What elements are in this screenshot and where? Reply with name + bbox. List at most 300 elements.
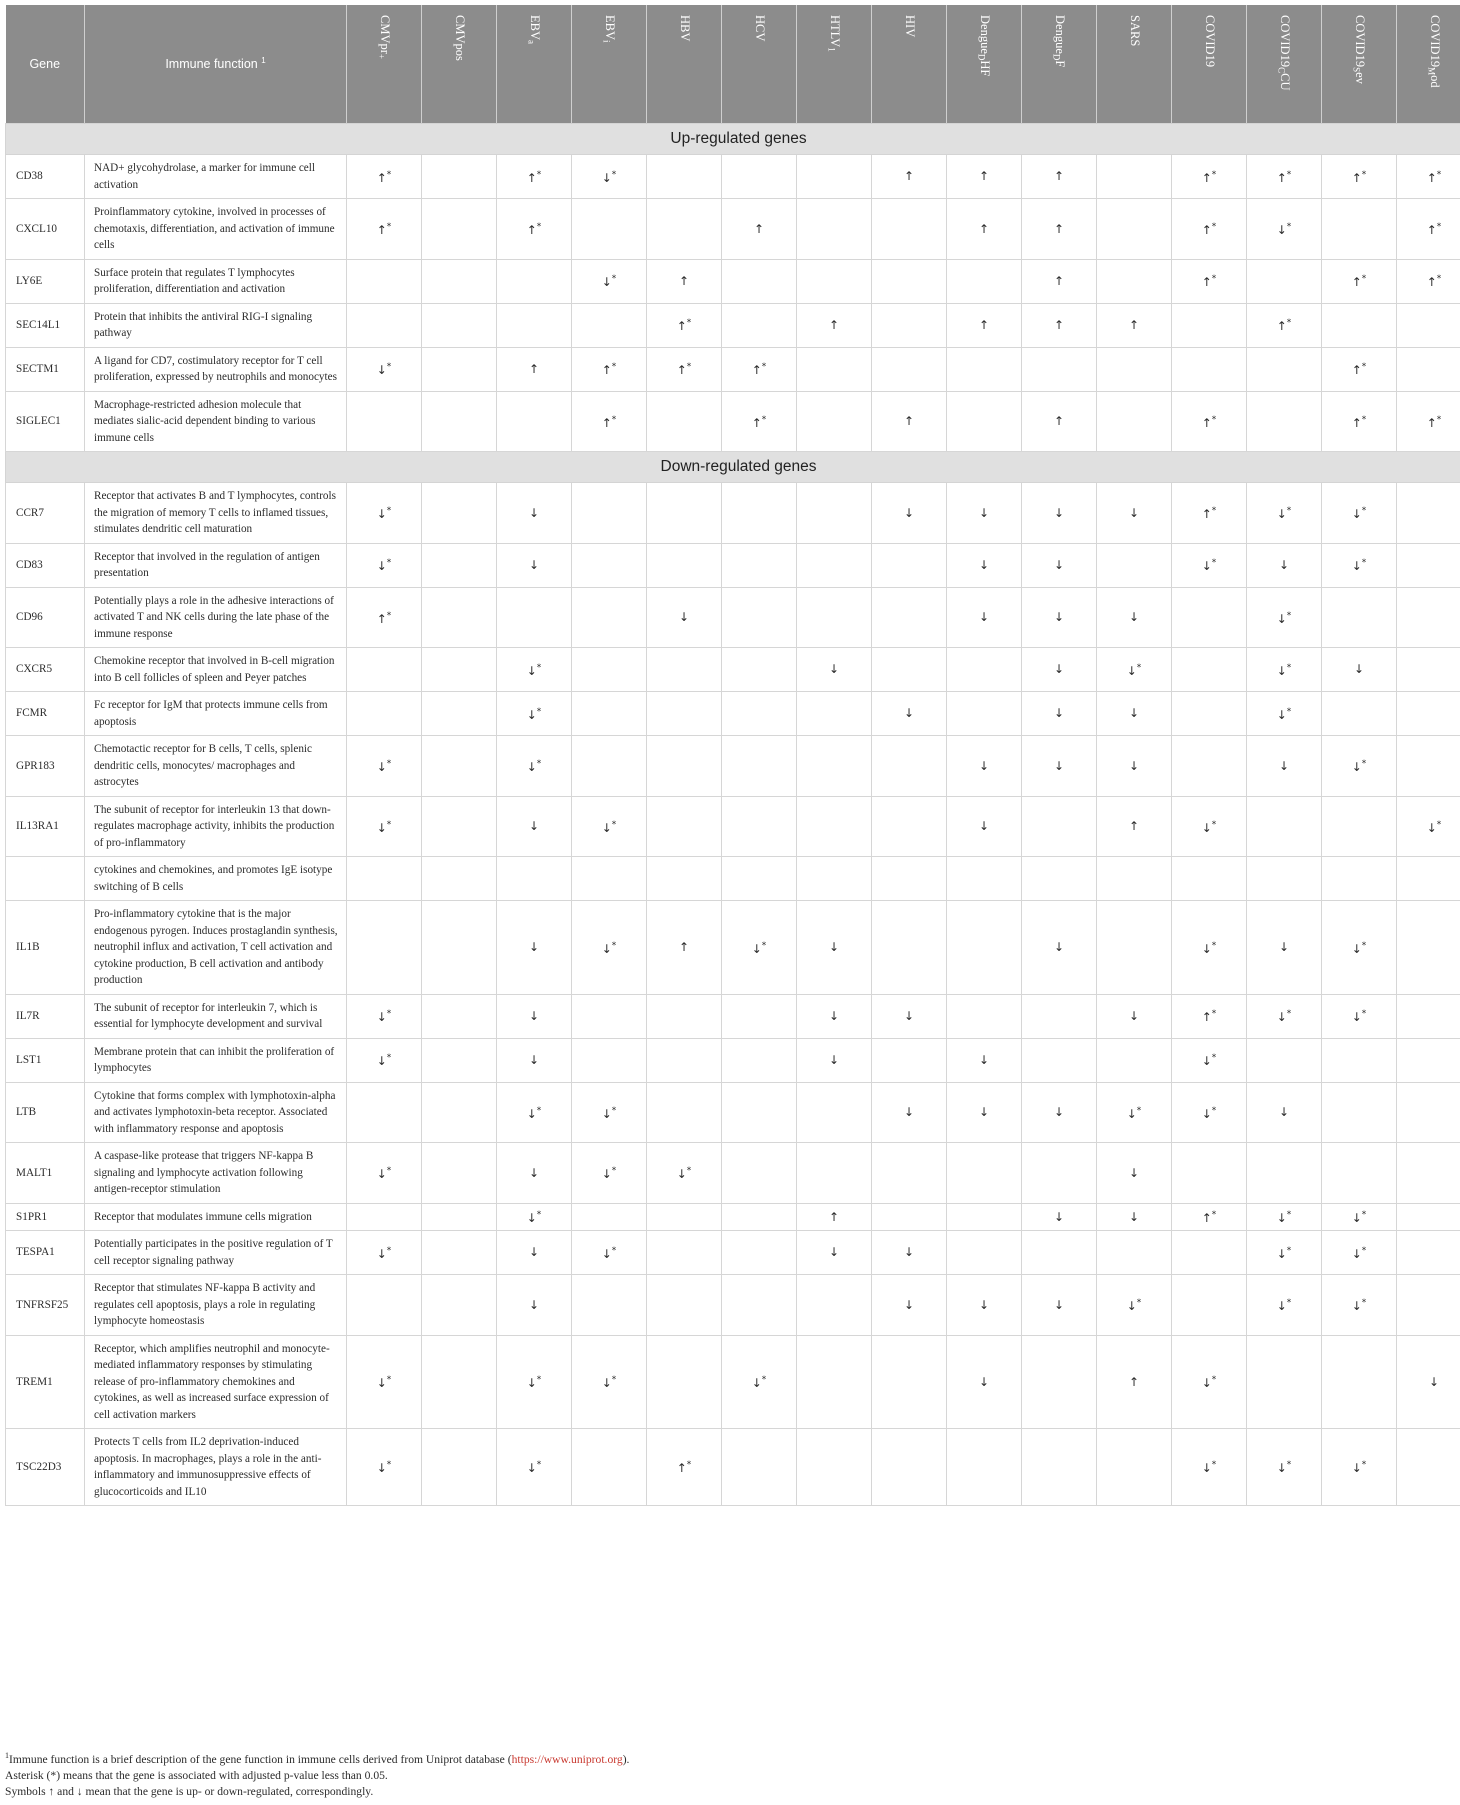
regulation-cell <box>872 736 947 797</box>
regulation-cell <box>1097 1038 1172 1082</box>
header-col-label <box>526 15 542 44</box>
regulation-cell <box>1397 994 1460 1038</box>
regulation-cell <box>722 1275 797 1336</box>
header-col-label <box>826 15 842 52</box>
table-row <box>6 1143 1460 1204</box>
regulation-cell: ↑* <box>722 391 797 452</box>
regulation-cell: ↑* <box>1172 994 1247 1038</box>
significance-asterisk: * <box>1361 558 1367 569</box>
regulation-cell: ↓ <box>497 796 572 857</box>
regulation-cell: ↓ <box>1097 587 1172 648</box>
regulation-cell <box>647 1275 722 1336</box>
regulation-cell <box>1097 857 1172 901</box>
regulation-cell <box>572 303 647 347</box>
significance-asterisk: * <box>1361 414 1367 425</box>
gene-cell: IL13RA1 <box>6 796 85 857</box>
regulation-cell <box>872 1203 947 1231</box>
regulation-cell <box>722 483 797 544</box>
regulation-cell <box>647 796 722 857</box>
regulation-cell <box>797 1082 872 1143</box>
regulation-cell <box>797 155 872 199</box>
significance-asterisk: * <box>1361 940 1367 951</box>
regulation-cell <box>947 1203 1022 1231</box>
regulation-cell: ↓* <box>347 1231 422 1275</box>
regulation-cell: ↓* <box>1247 648 1322 692</box>
regulation-cell: ↓ <box>1022 736 1097 797</box>
regulation-cell <box>797 1335 872 1429</box>
significance-asterisk: * <box>536 662 542 673</box>
significance-asterisk: * <box>1211 940 1217 951</box>
regulation-cell <box>497 587 572 648</box>
significance-asterisk: * <box>1136 1298 1142 1308</box>
regulation-cell: ↓ <box>947 1082 1022 1143</box>
regulation-cell <box>647 199 722 260</box>
regulation-cell <box>1172 692 1247 736</box>
significance-asterisk: * <box>386 1245 392 1256</box>
regulation-cell <box>947 391 1022 452</box>
function-cell: Protein that inhibits the antiviral RIG-I signaling pathway <box>85 303 347 347</box>
header-col-4 <box>647 5 722 124</box>
regulation-cell <box>797 483 872 544</box>
regulation-cell: ↓ <box>497 1231 572 1275</box>
uniprot-link[interactable]: https://www.uniprot.org <box>511 1752 623 1766</box>
regulation-cell: ↓* <box>1322 736 1397 797</box>
significance-asterisk: * <box>1436 222 1442 232</box>
regulation-cell: ↑ <box>647 901 722 995</box>
function-cell: Receptor that involved in the regulation of antigen presentation <box>85 543 347 587</box>
table-row <box>6 587 1460 648</box>
significance-asterisk: * <box>386 362 392 373</box>
header-col-14 <box>1397 5 1460 124</box>
regulation-cell <box>722 648 797 692</box>
significance-asterisk: * <box>1361 1298 1367 1308</box>
header-col-label <box>1126 15 1142 46</box>
table-header <box>6 5 1460 124</box>
table-row <box>6 1038 1460 1082</box>
regulation-cell <box>347 648 422 692</box>
regulation-cell: ↓* <box>1097 648 1172 692</box>
regulation-cell <box>1322 303 1397 347</box>
regulation-cell <box>947 259 1022 303</box>
function-cell: Potentially participates in the positive regulation of T cell receptor signaling pathway <box>85 1231 347 1275</box>
header-col-sub: a <box>526 40 537 44</box>
regulation-cell <box>1097 391 1172 452</box>
header-col-10 <box>1097 5 1172 124</box>
regulation-cell <box>1322 587 1397 648</box>
header-col-11 <box>1172 5 1247 124</box>
header-function-footnote: 1 <box>261 56 266 66</box>
function-cell: Fc receptor for IgM that protects immune cells from apoptosis <box>85 692 347 736</box>
header-col-label <box>1426 15 1442 88</box>
regulation-cell <box>497 857 572 901</box>
regulation-cell <box>722 155 797 199</box>
regulation-cell <box>872 199 947 260</box>
regulation-cell <box>647 1231 722 1275</box>
regulation-cell <box>1397 1038 1460 1082</box>
regulation-cell <box>1322 692 1397 736</box>
regulation-cell: ↓* <box>497 692 572 736</box>
regulation-cell <box>1397 1231 1460 1275</box>
table-container <box>5 5 1458 1506</box>
regulation-cell: ↓ <box>1022 483 1097 544</box>
regulation-cell <box>872 1335 947 1429</box>
regulation-cell: ↓* <box>722 901 797 995</box>
function-cell: Chemotactic receptor for B cells, T cells, splenic dendritic cells, monocytes/ macrophages and astrocytes <box>85 736 347 797</box>
regulation-cell <box>497 303 572 347</box>
header-col-sub: D <box>1051 53 1062 61</box>
table-row <box>6 155 1460 199</box>
header-col-main: COVID19 <box>1352 15 1367 68</box>
regulation-cell <box>797 543 872 587</box>
regulation-cell <box>1322 1082 1397 1143</box>
table-row <box>6 901 1460 995</box>
regulation-cell <box>647 155 722 199</box>
regulation-cell: ↓ <box>1247 901 1322 995</box>
regulation-cell: ↓* <box>722 1335 797 1429</box>
header-immune-function <box>85 5 347 124</box>
regulation-cell <box>1172 347 1247 391</box>
regulation-cell <box>722 587 797 648</box>
header-col-main: SARS <box>1127 15 1142 47</box>
header-col-tail: HF <box>977 60 992 77</box>
regulation-cell: ↓ <box>1247 736 1322 797</box>
regulation-cell: ↓* <box>1322 483 1397 544</box>
regulation-cell: ↑ <box>947 199 1022 260</box>
significance-asterisk: * <box>611 169 617 180</box>
regulation-cell: ↑ <box>1022 259 1097 303</box>
regulation-cell <box>722 1429 797 1506</box>
function-cell: A caspase-like protease that triggers NF-kappa B signaling and lymphocyte activation following antigen-receptor stimulation <box>85 1143 347 1204</box>
regulation-cell <box>572 199 647 260</box>
gene-cell <box>6 857 85 901</box>
regulation-cell <box>1097 259 1172 303</box>
regulation-cell <box>347 1203 422 1231</box>
significance-asterisk: * <box>1211 1210 1217 1220</box>
significance-asterisk: * <box>1211 558 1217 569</box>
header-col-main: HCV <box>752 15 767 42</box>
regulation-cell: ↓ <box>1397 1335 1460 1429</box>
regulation-cell <box>872 259 947 303</box>
regulation-cell: ↑ <box>797 303 872 347</box>
regulation-cell <box>947 347 1022 391</box>
regulation-cell <box>647 1082 722 1143</box>
gene-cell: GPR183 <box>6 736 85 797</box>
function-cell: Receptor that modulates immune cells migration <box>85 1203 347 1231</box>
regulation-cell: ↑ <box>872 391 947 452</box>
regulation-cell <box>1322 1038 1397 1082</box>
significance-asterisk: * <box>536 706 542 717</box>
gene-cell: TNFRSF25 <box>6 1275 85 1336</box>
footnote-1 <box>5 1748 1458 1768</box>
regulation-cell: ↑* <box>1322 259 1397 303</box>
gene-cell: LTB <box>6 1082 85 1143</box>
regulation-cell: ↓* <box>572 1335 647 1429</box>
significance-asterisk: * <box>386 1375 392 1385</box>
regulation-cell <box>647 692 722 736</box>
significance-asterisk: * <box>1211 274 1217 285</box>
header-col-label <box>451 15 467 61</box>
gene-cell: CD38 <box>6 155 85 199</box>
regulation-cell: ↑* <box>347 199 422 260</box>
regulation-cell <box>422 1335 497 1429</box>
regulation-cell: ↓ <box>1097 692 1172 736</box>
regulation-cell: ↓ <box>1097 483 1172 544</box>
regulation-cell <box>797 736 872 797</box>
regulation-cell <box>1397 347 1460 391</box>
regulation-cell <box>722 796 797 857</box>
significance-asterisk: * <box>1361 1245 1367 1256</box>
header-col-main: CMVpos <box>452 15 467 61</box>
regulation-cell <box>1397 857 1460 901</box>
regulation-cell <box>722 1082 797 1143</box>
regulation-cell <box>1397 543 1460 587</box>
regulation-cell <box>872 901 947 995</box>
regulation-cell <box>647 994 722 1038</box>
significance-asterisk: * <box>611 1375 617 1385</box>
regulation-cell: ↓ <box>497 901 572 995</box>
regulation-cell: ↑ <box>1022 391 1097 452</box>
regulation-cell <box>422 303 497 347</box>
regulation-cell: ↓* <box>1172 901 1247 995</box>
footnote-3: Symbols ↑ and ↓ mean that the gene is up- or down-regulated, correspondingly. <box>5 1784 374 1798</box>
table-row <box>6 1203 1460 1231</box>
regulation-cell <box>722 1231 797 1275</box>
significance-asterisk: * <box>611 819 617 830</box>
regulation-cell <box>947 901 1022 995</box>
table-row <box>6 259 1460 303</box>
regulation-cell: ↑* <box>1247 303 1322 347</box>
header-col-sub: 1 <box>826 47 837 52</box>
regulation-cell <box>497 259 572 303</box>
significance-asterisk: * <box>611 940 617 951</box>
regulation-cell: ↓* <box>1322 1203 1397 1231</box>
regulation-cell: ↑* <box>497 199 572 260</box>
regulation-cell <box>1097 543 1172 587</box>
header-function-label: Immune function <box>165 57 258 72</box>
regulation-cell <box>1097 155 1172 199</box>
regulation-cell: ↑ <box>722 199 797 260</box>
gene-cell: FCMR <box>6 692 85 736</box>
table-row <box>6 1275 1460 1336</box>
header-col-label <box>676 15 692 41</box>
gene-cell: CD96 <box>6 587 85 648</box>
regulation-cell: ↑* <box>1172 391 1247 452</box>
table-row <box>6 994 1460 1038</box>
regulation-cell <box>1247 1143 1322 1204</box>
significance-asterisk: * <box>386 759 392 769</box>
significance-asterisk: * <box>611 362 617 373</box>
regulation-cell <box>422 1275 497 1336</box>
function-cell: A ligand for CD7, costimulatory receptor for T cell proliferation, expressed by neutrophils and monocytes <box>85 347 347 391</box>
regulation-cell: ↓* <box>1247 994 1322 1038</box>
regulation-cell: ↓* <box>1172 1082 1247 1143</box>
regulation-cell: ↓* <box>497 1429 572 1506</box>
regulation-cell: ↓ <box>1022 648 1097 692</box>
regulation-cell <box>872 543 947 587</box>
regulation-cell: ↑* <box>1397 391 1460 452</box>
function-cell: Receptor that activates B and T lymphocytes, controls the migration of memory T cells to inflamed tissues, stimulates dendritic cell maturation <box>85 483 347 544</box>
table-row <box>6 199 1460 260</box>
regulation-cell <box>422 1429 497 1506</box>
regulation-cell: ↓ <box>872 1082 947 1143</box>
gene-cell: SECTM1 <box>6 347 85 391</box>
regulation-cell: ↓ <box>797 1038 872 1082</box>
table-body <box>6 124 1460 1506</box>
gene-cell: CD83 <box>6 543 85 587</box>
regulation-cell: ↓ <box>872 1275 947 1336</box>
regulation-cell: ↑ <box>1097 1335 1172 1429</box>
table-row <box>6 303 1460 347</box>
regulation-cell: ↑* <box>1322 155 1397 199</box>
regulation-cell: ↑* <box>1247 155 1322 199</box>
header-col-sub: + <box>376 53 387 59</box>
regulation-cell: ↓ <box>1022 543 1097 587</box>
regulation-cell <box>1397 303 1460 347</box>
regulation-cell: ↓ <box>947 1335 1022 1429</box>
regulation-cell <box>1247 259 1322 303</box>
regulation-cell <box>797 347 872 391</box>
regulation-cell: ↓* <box>347 736 422 797</box>
regulation-cell <box>422 155 497 199</box>
regulation-cell <box>947 1231 1022 1275</box>
gene-cell: CXCR5 <box>6 648 85 692</box>
regulation-cell: ↓* <box>1172 543 1247 587</box>
function-cell: Potentially plays a role in the adhesive interactions of activated T and NK cells during the late phase of the immune response <box>85 587 347 648</box>
significance-asterisk: * <box>536 759 542 769</box>
regulation-cell <box>722 543 797 587</box>
gene-cell: CCR7 <box>6 483 85 544</box>
regulation-cell: ↓ <box>947 1038 1022 1082</box>
header-col-6 <box>797 5 872 124</box>
regulation-cell: ↑ <box>1022 303 1097 347</box>
regulation-cell: ↓* <box>572 1231 647 1275</box>
significance-asterisk: * <box>1361 1460 1367 1471</box>
header-col-label <box>1051 15 1067 67</box>
gene-cell: SIGLEC1 <box>6 391 85 452</box>
function-cell: Receptor, which amplifies neutrophil and monocyte-mediated inflammatory responses by stimulating release of pro-inflammatory chemokines and cytokines, as well as increased surface expression of cell activation markers <box>85 1335 347 1429</box>
significance-asterisk: * <box>761 940 767 951</box>
header-col-main: HTLV <box>827 15 842 48</box>
regulation-cell: ↑ <box>872 155 947 199</box>
regulation-cell <box>347 901 422 995</box>
regulation-cell: ↓* <box>1322 1231 1397 1275</box>
regulation-cell: ↑ <box>1022 155 1097 199</box>
regulation-cell <box>872 1429 947 1506</box>
regulation-cell: ↓* <box>572 796 647 857</box>
header-col-main: COVID19 <box>1202 15 1217 68</box>
regulation-cell <box>1172 303 1247 347</box>
table-row <box>6 857 1460 901</box>
regulation-cell <box>1247 1038 1322 1082</box>
regulation-cell <box>1247 857 1322 901</box>
significance-asterisk: * <box>761 1375 767 1385</box>
regulation-cell <box>722 1143 797 1204</box>
regulation-cell: ↑* <box>1172 259 1247 303</box>
significance-asterisk: * <box>1286 222 1292 232</box>
regulation-cell: ↓ <box>497 1038 572 1082</box>
regulation-cell <box>722 1203 797 1231</box>
regulation-cell: ↓ <box>497 1143 572 1204</box>
regulation-cell <box>872 303 947 347</box>
header-col-main: EBV <box>602 15 617 40</box>
regulation-cell <box>1322 1335 1397 1429</box>
header-col-2 <box>497 5 572 124</box>
regulation-cell <box>1397 587 1460 648</box>
regulation-cell: ↓ <box>1322 648 1397 692</box>
significance-asterisk: * <box>386 610 392 621</box>
header-col-label <box>1201 15 1217 67</box>
header-col-main: Dengue <box>1052 15 1067 54</box>
regulation-cell: ↓ <box>947 796 1022 857</box>
regulation-cell: ↑* <box>647 347 722 391</box>
regulation-cell <box>422 796 497 857</box>
header-col-main: COVID19 <box>1277 15 1292 68</box>
header-col-9 <box>1022 5 1097 124</box>
header-col-sub: M <box>1426 67 1437 76</box>
regulation-cell <box>1247 796 1322 857</box>
significance-asterisk: * <box>386 819 392 830</box>
regulation-cell <box>1322 199 1397 260</box>
regulation-cell <box>422 1203 497 1231</box>
regulation-cell: ↑* <box>1322 347 1397 391</box>
regulation-cell <box>347 692 422 736</box>
regulation-cell <box>347 857 422 901</box>
header-col-sub: C <box>1276 67 1287 74</box>
regulation-cell: ↓* <box>1247 1203 1322 1231</box>
regulation-cell <box>1397 1143 1460 1204</box>
regulation-cell: ↑* <box>1397 155 1460 199</box>
significance-asterisk: * <box>1361 506 1367 516</box>
regulation-cell <box>1322 1143 1397 1204</box>
section-header <box>6 452 1460 483</box>
significance-asterisk: * <box>1211 1053 1217 1064</box>
regulation-cell <box>647 543 722 587</box>
regulation-cell: ↓* <box>1322 1275 1397 1336</box>
regulation-cell <box>422 736 497 797</box>
header-col-main: EBV <box>527 15 542 40</box>
significance-asterisk: * <box>1436 414 1442 425</box>
regulation-cell: ↓* <box>572 901 647 995</box>
regulation-cell: ↑ <box>497 347 572 391</box>
regulation-cell: ↓* <box>347 1038 422 1082</box>
regulation-cell <box>1397 1082 1460 1143</box>
header-col-label <box>1351 15 1367 84</box>
regulation-cell: ↑* <box>1397 199 1460 260</box>
regulation-cell <box>872 1038 947 1082</box>
section-title: Down-regulated genes <box>6 452 1460 483</box>
regulation-cell <box>1397 736 1460 797</box>
regulation-cell: ↓* <box>1247 483 1322 544</box>
regulation-cell <box>422 692 497 736</box>
significance-asterisk: * <box>1136 1105 1142 1116</box>
gene-cell: MALT1 <box>6 1143 85 1204</box>
regulation-cell: ↓ <box>872 692 947 736</box>
regulation-cell <box>722 994 797 1038</box>
regulation-cell <box>947 692 1022 736</box>
gene-cell: LY6E <box>6 259 85 303</box>
gene-cell: TREM1 <box>6 1335 85 1429</box>
regulation-cell <box>1022 347 1097 391</box>
regulation-cell <box>647 1335 722 1429</box>
regulation-cell: ↓* <box>347 994 422 1038</box>
regulation-cell <box>1022 1231 1097 1275</box>
regulation-cell: ↑ <box>1097 303 1172 347</box>
regulation-cell: ↓* <box>1172 1038 1247 1082</box>
regulation-cell <box>797 259 872 303</box>
regulation-cell: ↑ <box>1097 796 1172 857</box>
regulation-cell: ↓* <box>1247 1275 1322 1336</box>
regulation-cell <box>422 1082 497 1143</box>
